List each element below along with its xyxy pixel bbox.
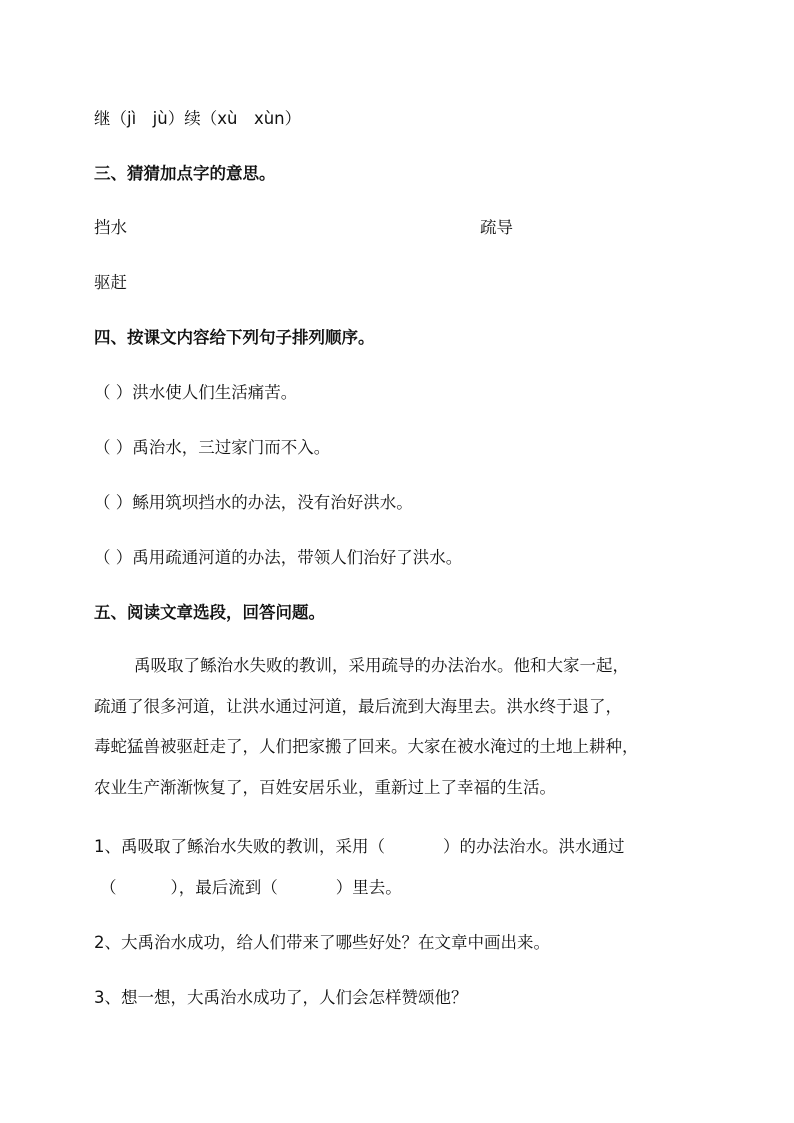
section4-heading: 四、按课文内容给下列句子排列顺序。 (94, 328, 375, 347)
order-bracket: （ ） (94, 548, 133, 567)
order-item (94, 491, 413, 515)
section3-row1 (94, 216, 714, 240)
char-ji: 继 (94, 109, 111, 128)
pinyin-choice-line (94, 107, 301, 131)
word-shudao: 疏导 (480, 218, 513, 237)
order-item-text: 禹治水，三过家门而不入。 (132, 438, 331, 457)
passage-line: 禹吸取了鲧治水失败的教训，采用疏导的办法治水。他和大家一起， (134, 656, 629, 675)
q1-text: ），最后流到（ (170, 878, 278, 897)
question-3: 3、想一想，大禹治水成功了，人们会怎样赞颂他？ (94, 988, 468, 1007)
question-2: 2、大禹治水成功，给人们带来了哪些好处？在文章中画出来。 (94, 933, 550, 952)
passage-line: 农业生产渐渐恢复了，百姓安居乐业，重新过上了幸福的生活。 (94, 778, 556, 798)
word-dangshui: 挡水 (94, 218, 127, 237)
order-bracket: （ ） (94, 493, 133, 512)
q1-text: （ (100, 878, 117, 897)
char-xu: 续 (184, 109, 201, 128)
section3-heading: 三、猜猜加点字的意思。 (94, 164, 276, 183)
q1-text: ）里去。 (335, 878, 402, 897)
order-item (94, 436, 330, 460)
passage-line: 疏通了很多河道，让洪水通过河道，最后流到大海里去。洪水终于退了， (94, 696, 622, 716)
order-item-text: 洪水使人们生活痛苦。 (132, 383, 298, 402)
pinyin-choice-xu: （xù xùn） (200, 109, 302, 128)
q1-text: ）的办法治水。洪水通过 (443, 837, 625, 856)
pinyin-choice-ji: （jì jù） (110, 109, 185, 128)
word-quguan: 驱赶 (94, 273, 127, 292)
order-bracket: （ ） (94, 383, 133, 402)
question-1-line-2 (100, 876, 402, 900)
order-item (94, 381, 297, 405)
order-item (94, 546, 462, 570)
order-item-text: 鲧用筑坝挡水的办法，没有治好洪水。 (132, 493, 413, 512)
section5-heading: 五、阅读文章选段，回答问题。 (94, 603, 325, 622)
question-1-line-1 (94, 835, 625, 859)
passage-line: 毒蛇猛兽被驱赶走了，人们把家搬了回来。大家在被水淹过的土地上耕种， (94, 737, 639, 757)
order-bracket: （ ） (94, 438, 133, 457)
reading-passage (94, 646, 704, 809)
q1-text: 1、禹吸取了鲧治水失败的教训，采用（ (94, 837, 385, 856)
order-item-text: 禹用疏通河道的办法，带领人们治好了洪水。 (132, 548, 463, 567)
